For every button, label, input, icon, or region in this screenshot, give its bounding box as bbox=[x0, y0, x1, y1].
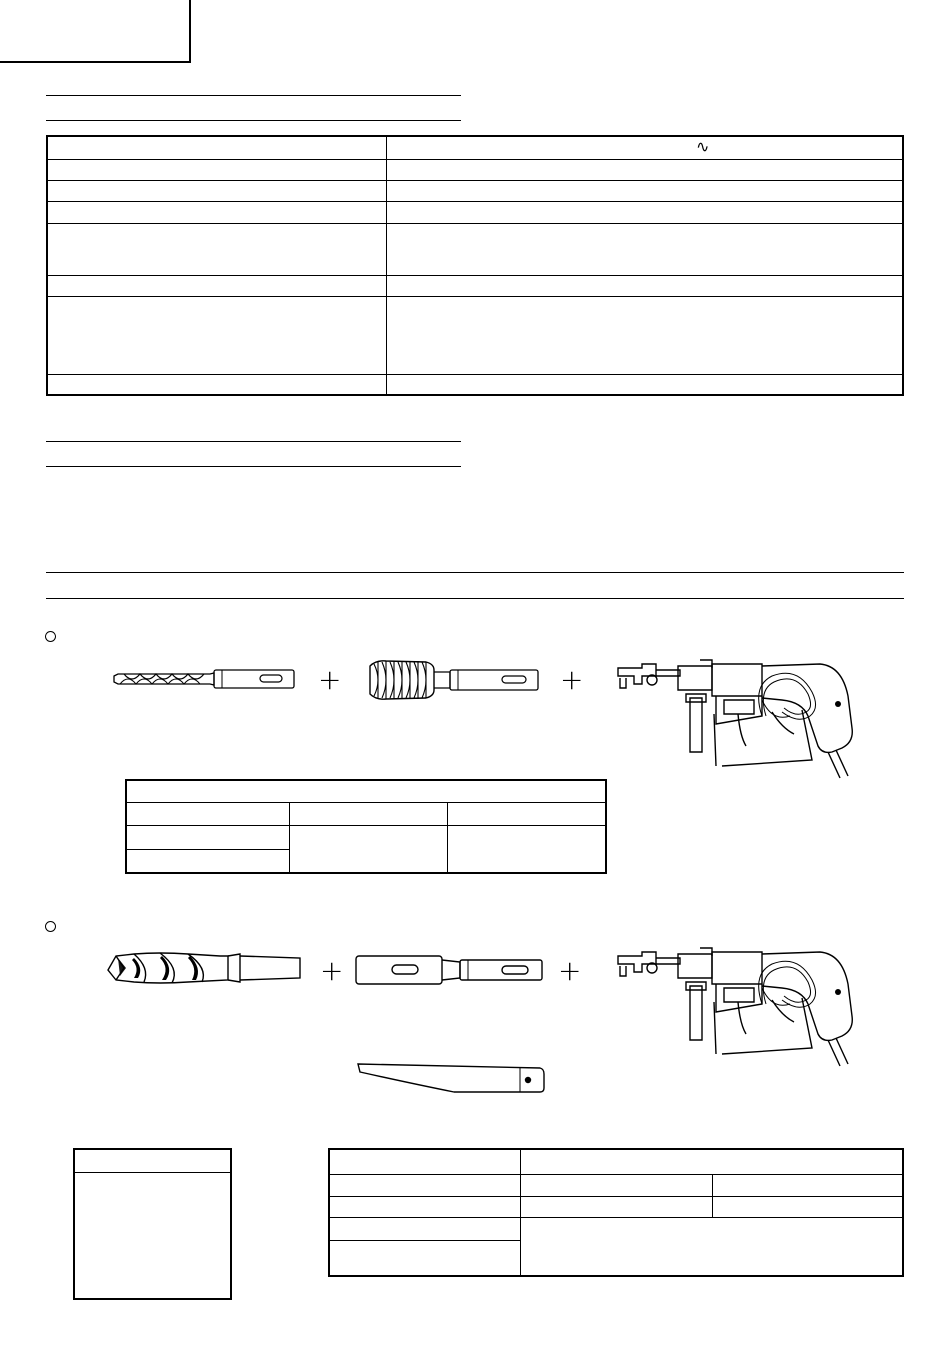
spec-label bbox=[47, 374, 387, 395]
table-cell bbox=[290, 802, 448, 825]
rotary-hammer-icon bbox=[612, 944, 862, 1070]
table-cell bbox=[448, 802, 607, 825]
standard-accessories-heading-rule-top bbox=[46, 441, 461, 442]
table-cell bbox=[329, 1240, 521, 1276]
table-cell bbox=[126, 802, 290, 825]
spec-value bbox=[387, 223, 904, 275]
spec-value bbox=[387, 296, 904, 374]
table-cell bbox=[713, 1174, 904, 1196]
table-cell bbox=[521, 1174, 713, 1196]
spec-value bbox=[387, 275, 904, 296]
spec-row bbox=[47, 275, 903, 296]
plus-sign: + bbox=[558, 954, 582, 987]
spec-label bbox=[47, 223, 387, 275]
cotter-icon bbox=[354, 1058, 548, 1096]
table-row bbox=[126, 802, 606, 825]
table-cell bbox=[126, 849, 290, 873]
page-tab-box bbox=[0, 0, 191, 63]
spec-value bbox=[387, 201, 904, 223]
table-row bbox=[329, 1217, 903, 1240]
spec-row bbox=[47, 136, 903, 159]
table-cell bbox=[126, 825, 290, 849]
table-row bbox=[74, 1172, 231, 1299]
assembly-2-table bbox=[328, 1148, 904, 1277]
table-row bbox=[329, 1174, 903, 1196]
table-header-row bbox=[329, 1149, 903, 1174]
table-cell bbox=[74, 1172, 231, 1299]
spec-value bbox=[387, 374, 904, 395]
assembly-2-small-table bbox=[73, 1148, 232, 1300]
spec-row bbox=[47, 159, 903, 180]
plus-sign: + bbox=[318, 663, 342, 696]
table-header bbox=[521, 1149, 904, 1174]
plus-sign: + bbox=[320, 954, 344, 987]
table-cell bbox=[713, 1196, 904, 1217]
spec-row bbox=[47, 374, 903, 395]
ac-symbol: ∿ bbox=[696, 137, 710, 156]
spec-value bbox=[387, 180, 904, 201]
table-row bbox=[329, 1196, 903, 1217]
dust-cup-adapter-icon bbox=[362, 658, 544, 702]
taper-shank-adapter-icon bbox=[352, 952, 548, 988]
table-cell bbox=[329, 1174, 521, 1196]
table-cell bbox=[329, 1217, 521, 1240]
spec-row bbox=[47, 180, 903, 201]
table-cell bbox=[521, 1217, 904, 1276]
assembly-2-bullet-icon bbox=[45, 921, 56, 932]
table-header bbox=[74, 1149, 231, 1172]
spec-value bbox=[387, 159, 904, 180]
standard-accessories-heading-rule-bottom bbox=[46, 466, 461, 467]
spec-row bbox=[47, 223, 903, 275]
spec-row bbox=[47, 201, 903, 223]
table-header-row bbox=[126, 780, 606, 802]
table-cell bbox=[329, 1196, 521, 1217]
spec-row bbox=[47, 296, 903, 374]
optional-accessories-heading-rule-top bbox=[46, 572, 904, 573]
sds-drill-bit-icon bbox=[110, 664, 300, 694]
rotary-hammer-icon bbox=[612, 656, 862, 782]
spec-label bbox=[47, 159, 387, 180]
spec-label bbox=[47, 136, 387, 159]
spec-label bbox=[47, 296, 387, 374]
specifications-table bbox=[46, 135, 904, 396]
spec-label bbox=[47, 180, 387, 201]
assembly-1-bullet-icon bbox=[45, 631, 56, 642]
specifications-heading-rule-bottom bbox=[46, 120, 461, 121]
table-cell bbox=[521, 1196, 713, 1217]
assembly-1-table bbox=[125, 779, 607, 874]
plus-sign: + bbox=[560, 663, 584, 696]
table-header bbox=[329, 1149, 521, 1174]
table-row bbox=[126, 825, 606, 849]
spec-label bbox=[47, 275, 387, 296]
specifications-heading-rule-top bbox=[46, 95, 461, 96]
taper-shank-drill-bit-icon bbox=[104, 948, 304, 990]
table-header-row bbox=[74, 1149, 231, 1172]
spec-label bbox=[47, 201, 387, 223]
table-header bbox=[126, 780, 606, 802]
optional-accessories-heading-rule-bottom bbox=[46, 598, 904, 599]
spec-value bbox=[387, 136, 904, 159]
table-cell bbox=[448, 825, 607, 873]
table-cell bbox=[290, 825, 448, 873]
